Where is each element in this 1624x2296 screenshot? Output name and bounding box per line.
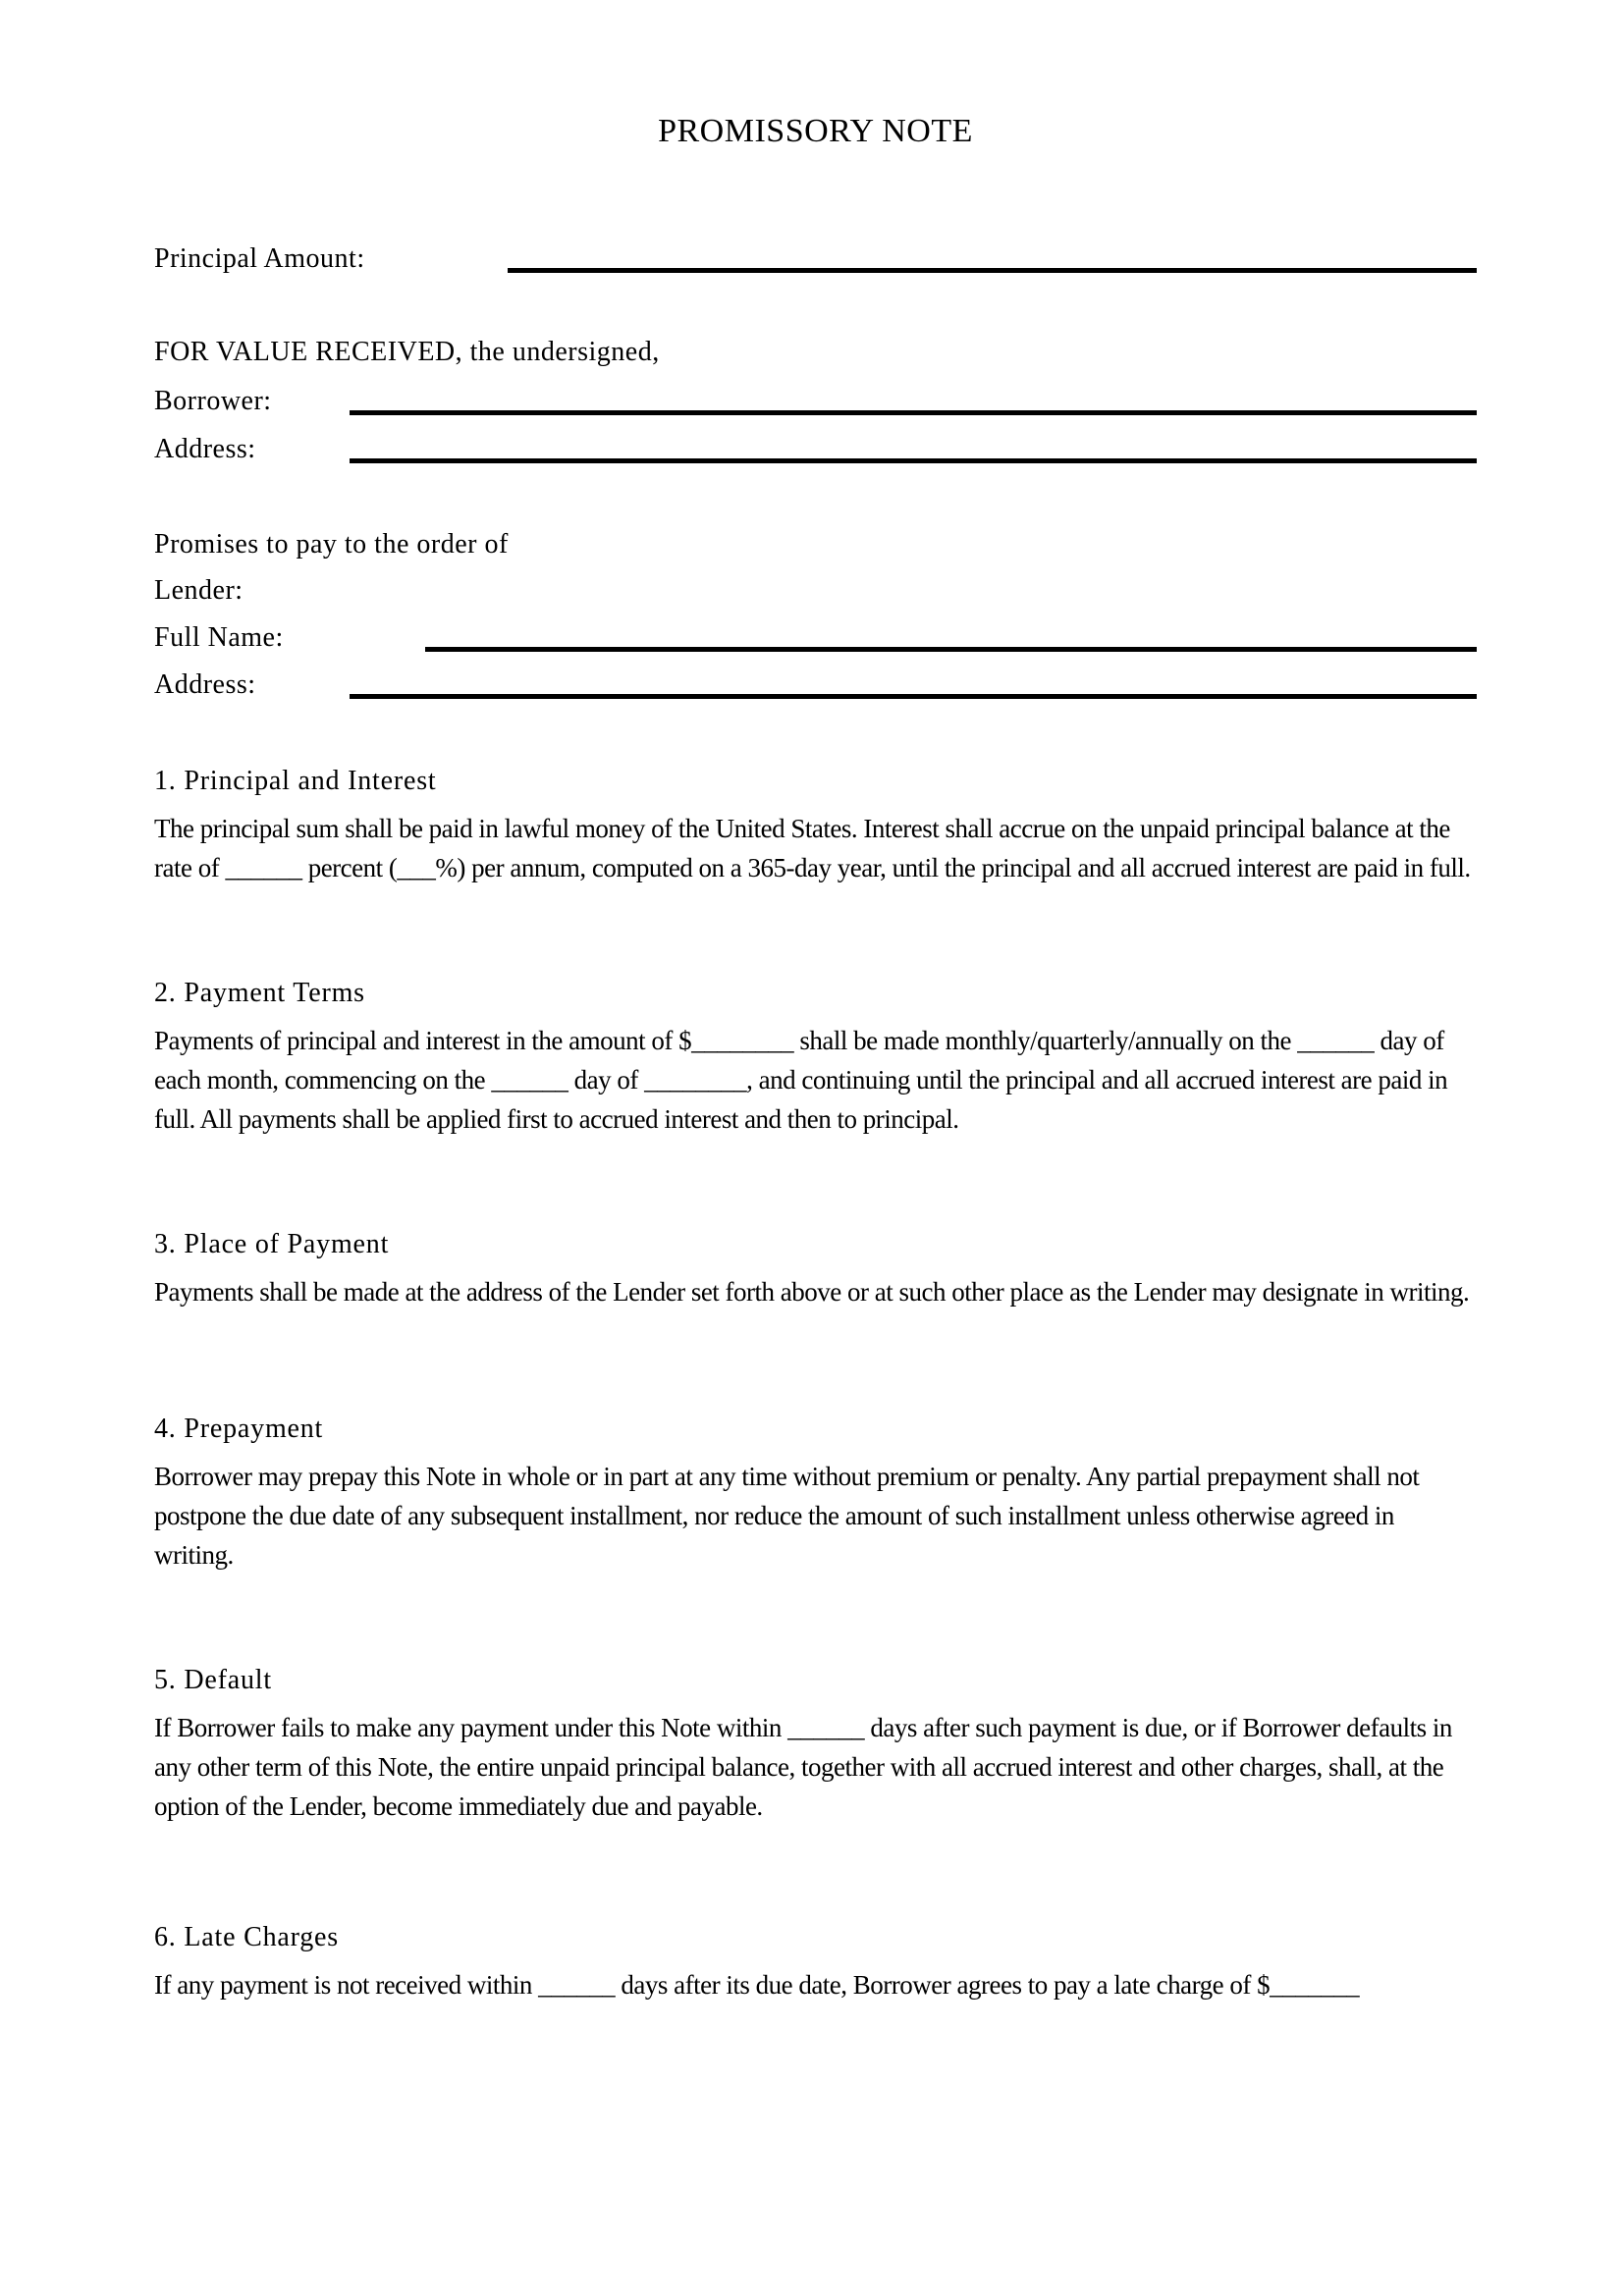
principal-amount-field-row	[154, 240, 1477, 279]
lender-address-field-row	[154, 666, 1477, 705]
section-body: If any payment is not received within ______ days after its due date, Borrower agrees to pay a late charge of $_______	[154, 1970, 1360, 2000]
section-heading: 2. Payment Terms	[154, 978, 365, 1008]
for-value-received-line: FOR VALUE RECEIVED, the undersigned,	[154, 337, 660, 367]
borrower-address-field-row	[154, 430, 1477, 469]
lender-address-label: Address:	[154, 669, 256, 700]
principal-amount-label: Principal Amount:	[154, 243, 365, 274]
section-payment-terms	[154, 974, 1477, 1139]
section-heading: 6. Late Charges	[154, 1922, 339, 1952]
section-body: If Borrower fails to make any payment under this Note within ______ days after such payment is due, or if Borrower defaults in any other term of this Note, the entire unpaid principal balance, together with all accrued interest and other charges, shall, at the option of the Lender, become immediately due and payable.	[154, 1713, 1452, 1821]
lender-address-fill-line[interactable]	[350, 694, 1477, 699]
section-heading: 3. Place of Payment	[154, 1229, 390, 1259]
section-default	[154, 1661, 1477, 1826]
lender-label: Lender:	[154, 575, 244, 606]
section-late-charges	[154, 1918, 1477, 2004]
borrower-fill-line[interactable]	[350, 410, 1477, 415]
section-body: Payments of principal and interest in the amount of $________ shall be made monthly/quarterly/annually on the ______ day of each month, commencing on the ______ day of ________, and continuing until the principal and all accrued interest are paid in full. All payments shall be applied first to accrued interest and then to principal.	[154, 1026, 1448, 1134]
borrower-address-fill-line[interactable]	[350, 458, 1477, 463]
section-body: Payments shall be made at the address of the Lender set forth above or at such other place as the Lender may designate in writing.	[154, 1277, 1470, 1307]
section-heading: 1. Principal and Interest	[154, 766, 437, 796]
borrower-address-label: Address:	[154, 434, 256, 464]
borrower-field-row	[154, 382, 1477, 421]
principal-amount-fill-line[interactable]	[508, 268, 1477, 273]
section-heading: 5. Default	[154, 1665, 272, 1695]
section-principal-and-interest	[154, 762, 1477, 887]
document-title: PROMISSORY NOTE	[658, 113, 973, 149]
section-heading: 4. Prepayment	[154, 1414, 324, 1444]
section-prepayment	[154, 1410, 1477, 1575]
lender-full-name-label: Full Name:	[154, 622, 284, 653]
section-body: The principal sum shall be paid in lawful money of the United States. Interest shall accrue on the unpaid principal balance at the rate of ______ percent (___%) per annum, computed on a 365-day year, until the principal and all accrued interest are paid in full.	[154, 814, 1471, 882]
promises-line: Promises to pay to the order of	[154, 529, 509, 560]
section-place-of-payment	[154, 1225, 1477, 1311]
borrower-label: Borrower:	[154, 386, 272, 416]
lender-full-name-field-row	[154, 618, 1477, 658]
section-body: Borrower may prepay this Note in whole or in part at any time without premium or penalty. Any partial prepayment shall not postpone the due date of any subsequent installment, nor reduce the amount of such installment unless otherwise agreed in writing.	[154, 1462, 1420, 1570]
lender-full-name-fill-line[interactable]	[425, 647, 1477, 652]
